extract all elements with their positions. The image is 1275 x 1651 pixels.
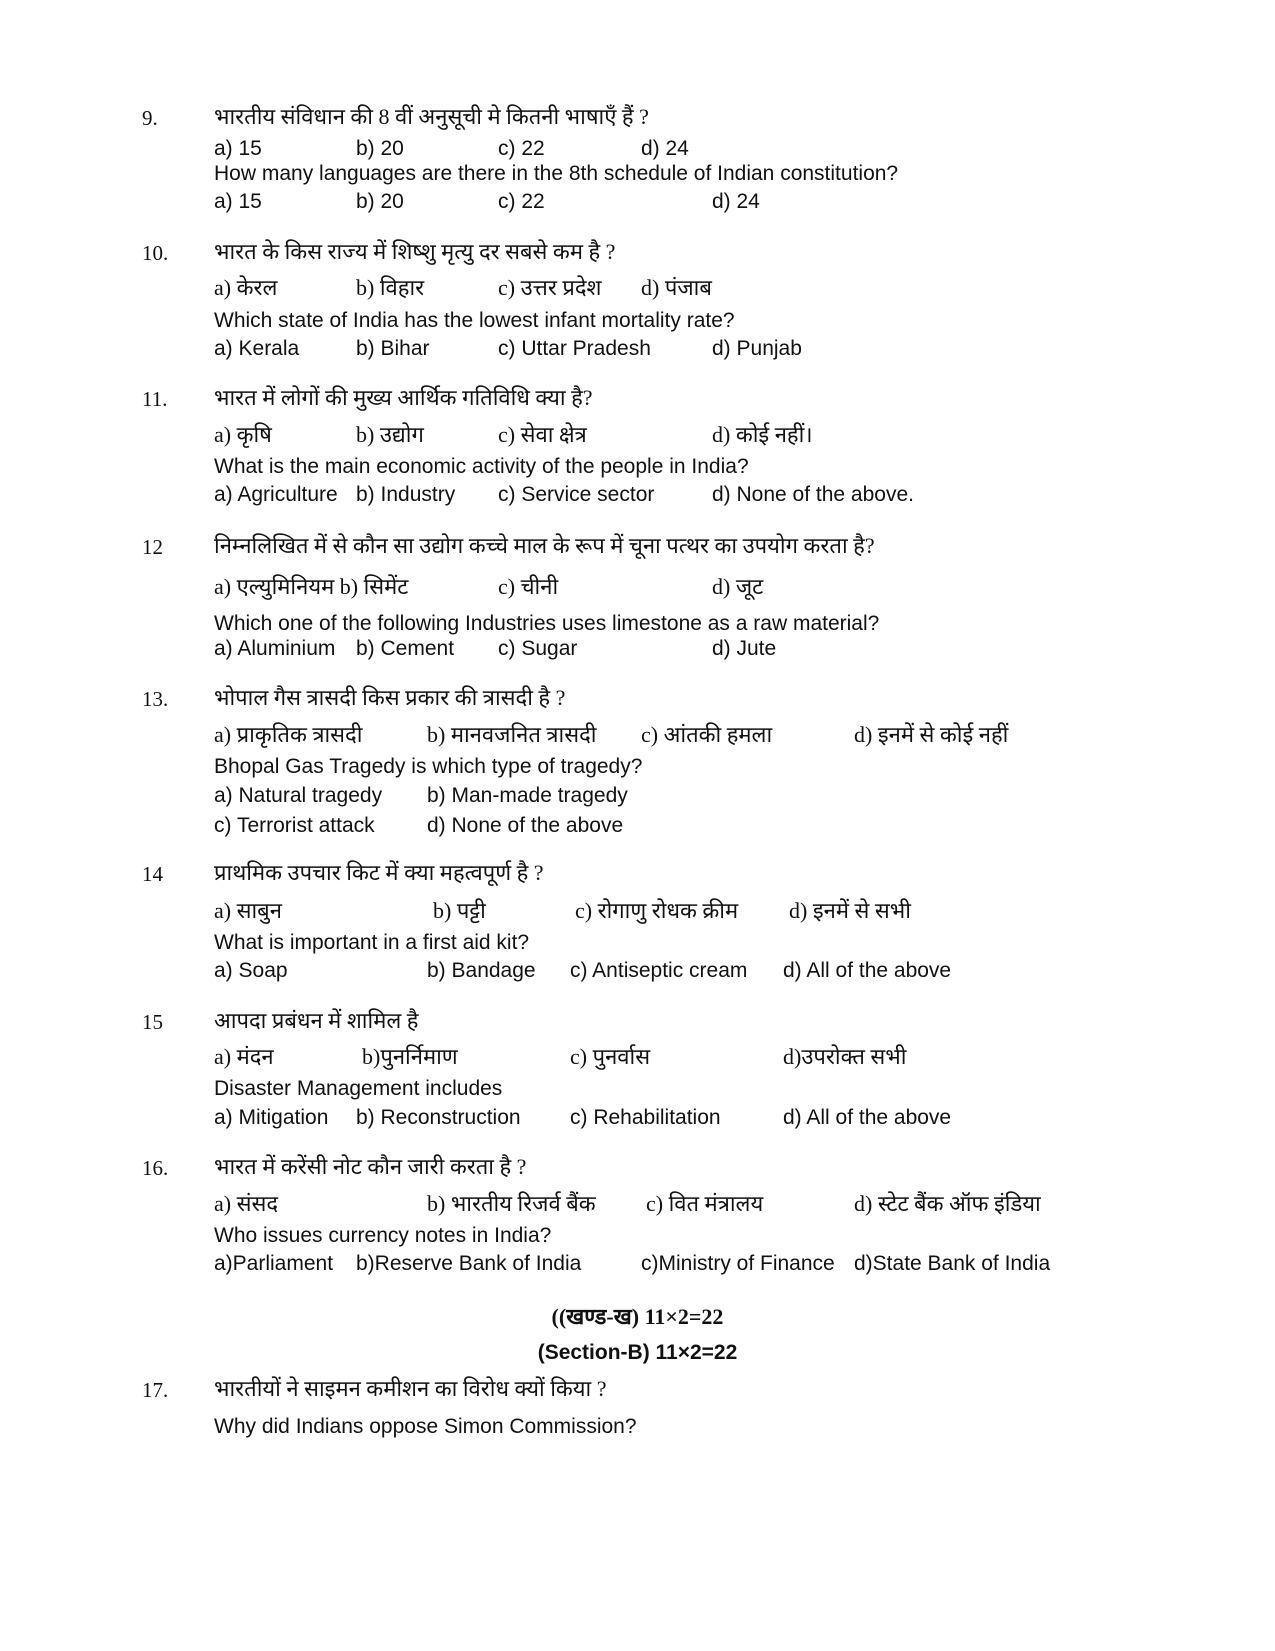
option: d) 24 <box>712 190 760 213</box>
option: c) Uttar Pradesh <box>498 337 651 360</box>
question-number: 16. <box>142 1156 169 1180</box>
option: b) Cement <box>356 637 455 660</box>
question-english: What is important in a first aid kit? <box>214 931 530 954</box>
option: a) कृषि <box>214 422 272 447</box>
option: a) Kerala <box>214 337 300 360</box>
option: d) All of the above <box>783 1106 952 1129</box>
question-hindi: भारत में लोगों की मुख्य आर्थिक गतिविधि क्या है? <box>214 385 593 410</box>
option: b) भारतीय रिजर्व बैंक <box>427 1191 596 1216</box>
option: d) इनमें से सभी <box>789 898 911 923</box>
question-hindi: आपदा प्रबंधन में शामिल है <box>214 1008 419 1033</box>
question-english: Disaster Management includes <box>214 1077 503 1100</box>
option: d) स्टेट बैंक ऑफ इंडिया <box>854 1191 1041 1216</box>
option: c) सेवा क्षेत्र <box>498 422 587 447</box>
option: d) Punjab <box>712 337 802 360</box>
option: a) प्राकृतिक त्रासदी <box>214 722 363 747</box>
option: c) Terrorist attack <box>214 814 375 837</box>
question-english: Which one of the following Industries uses limestone as a raw material? <box>214 612 880 635</box>
option: b) पट्टी <box>433 898 486 923</box>
option: a) Natural tragedy <box>214 784 383 807</box>
option: c) 22 <box>498 137 545 160</box>
option: a) केरल <box>214 275 278 300</box>
option: a) संसद <box>214 1191 279 1216</box>
question-number: 17. <box>142 1378 169 1402</box>
option: d) Jute <box>712 637 777 660</box>
option: c) उत्तर प्रदेश <box>498 275 602 300</box>
option: d)उपरोक्त सभी <box>783 1044 907 1069</box>
option: c) रोगाणु रोधक क्रीम <box>575 898 739 923</box>
question-hindi: भारत में करेंसी नोट कौन जारी करता है ? <box>214 1154 527 1179</box>
option: c) Antiseptic cream <box>570 959 748 982</box>
question-hindi: भारतीयों ने साइमन कमीशन का विरोध क्यों किया ? <box>214 1376 607 1401</box>
question-number: 12 <box>142 535 163 559</box>
option: b) Reconstruction <box>356 1106 521 1129</box>
option: b) Man-made tragedy <box>427 784 628 807</box>
option: b) Bihar <box>356 337 430 360</box>
question-number: 14 <box>142 862 163 886</box>
option: a) साबुन <box>214 898 282 923</box>
option: a) एल्युमिनियम b) सिमेंट <box>214 574 409 599</box>
question-english: How many languages are there in the 8th schedule of Indian constitution? <box>214 162 899 185</box>
section-heading-english: (Section-B) 11×2=22 <box>537 1341 738 1364</box>
option: d) None of the above <box>427 814 624 837</box>
option: a) Agriculture <box>214 483 338 506</box>
option: a) मंदन <box>214 1044 274 1069</box>
question-hindi: भारत के किस राज्य में शिष्शु मृत्यु दर सबसे कम है ? <box>214 239 616 264</box>
question-english: Who issues currency notes in India? <box>214 1224 552 1247</box>
question-number: 9. <box>142 106 158 130</box>
option: c) चीनी <box>498 574 559 599</box>
question-number: 15 <box>142 1010 163 1034</box>
option: c) Sugar <box>498 637 578 660</box>
question-number: 11. <box>142 387 168 411</box>
question-hindi: भोपाल गैस त्रासदी किस प्रकार की त्रासदी है ? <box>214 685 566 710</box>
option: c) Rehabilitation <box>570 1106 721 1129</box>
option: b)Reserve Bank of India <box>356 1252 582 1275</box>
question-hindi: निम्नलिखित में से कौन सा उद्योग कच्चे माल के रूप में चूना पत्थर का उपयोग करता है? <box>214 533 875 558</box>
option: c) पुनर्वास <box>570 1044 651 1069</box>
option: c) वित मंत्रालय <box>646 1191 764 1216</box>
option: b) मानवजनित त्रासदी <box>427 722 597 747</box>
option: c) आंतकी हमला <box>641 722 773 747</box>
question-number: 13. <box>142 687 169 711</box>
option: d) पंजाब <box>641 275 712 300</box>
option: d) All of the above <box>783 959 952 982</box>
option: a) Aluminium <box>214 637 336 660</box>
option: c)Ministry of Finance <box>641 1252 835 1275</box>
option: d) 24 <box>641 137 689 160</box>
option: d) इनमें से कोई नहीं <box>854 722 1009 747</box>
option: a) Soap <box>214 959 288 982</box>
option: d) कोई नहीं। <box>712 422 813 447</box>
option: a) 15 <box>214 137 262 160</box>
question-english: Why did Indians oppose Simon Commission? <box>214 1415 637 1438</box>
option: b) 20 <box>356 137 404 160</box>
option: b) 20 <box>356 190 404 213</box>
question-hindi: भारतीय संविधान की 8 वीं अनुसूची मे कितनी भाषाएँ हैं ? <box>214 104 649 129</box>
option: b) Industry <box>356 483 456 506</box>
option: d)State Bank of India <box>854 1252 1051 1275</box>
option: b) Bandage <box>427 959 536 982</box>
option: a)Parliament <box>214 1252 334 1275</box>
section-heading-hindi: ((खण्ड-ख) 11×2=22 <box>551 1304 724 1329</box>
option: a) 15 <box>214 190 262 213</box>
option: d) None of the above. <box>712 483 914 506</box>
question-english: Bhopal Gas Tragedy is which type of tragedy? <box>214 755 643 778</box>
option: c) 22 <box>498 190 545 213</box>
option: b)पुनर्निमाण <box>362 1044 458 1069</box>
option: b) उद्योग <box>356 422 424 447</box>
option: a) Mitigation <box>214 1106 329 1129</box>
option: c) Service sector <box>498 483 655 506</box>
question-english: What is the main economic activity of the people in India? <box>214 455 749 478</box>
question-number: 10. <box>142 241 169 265</box>
question-hindi: प्राथमिक उपचार किट में क्या महत्वपूर्ण है ? <box>214 860 544 885</box>
question-english: Which state of India has the lowest infant mortality rate? <box>214 309 735 332</box>
option: b) विहार <box>356 275 425 300</box>
option: d) जूट <box>712 574 764 599</box>
